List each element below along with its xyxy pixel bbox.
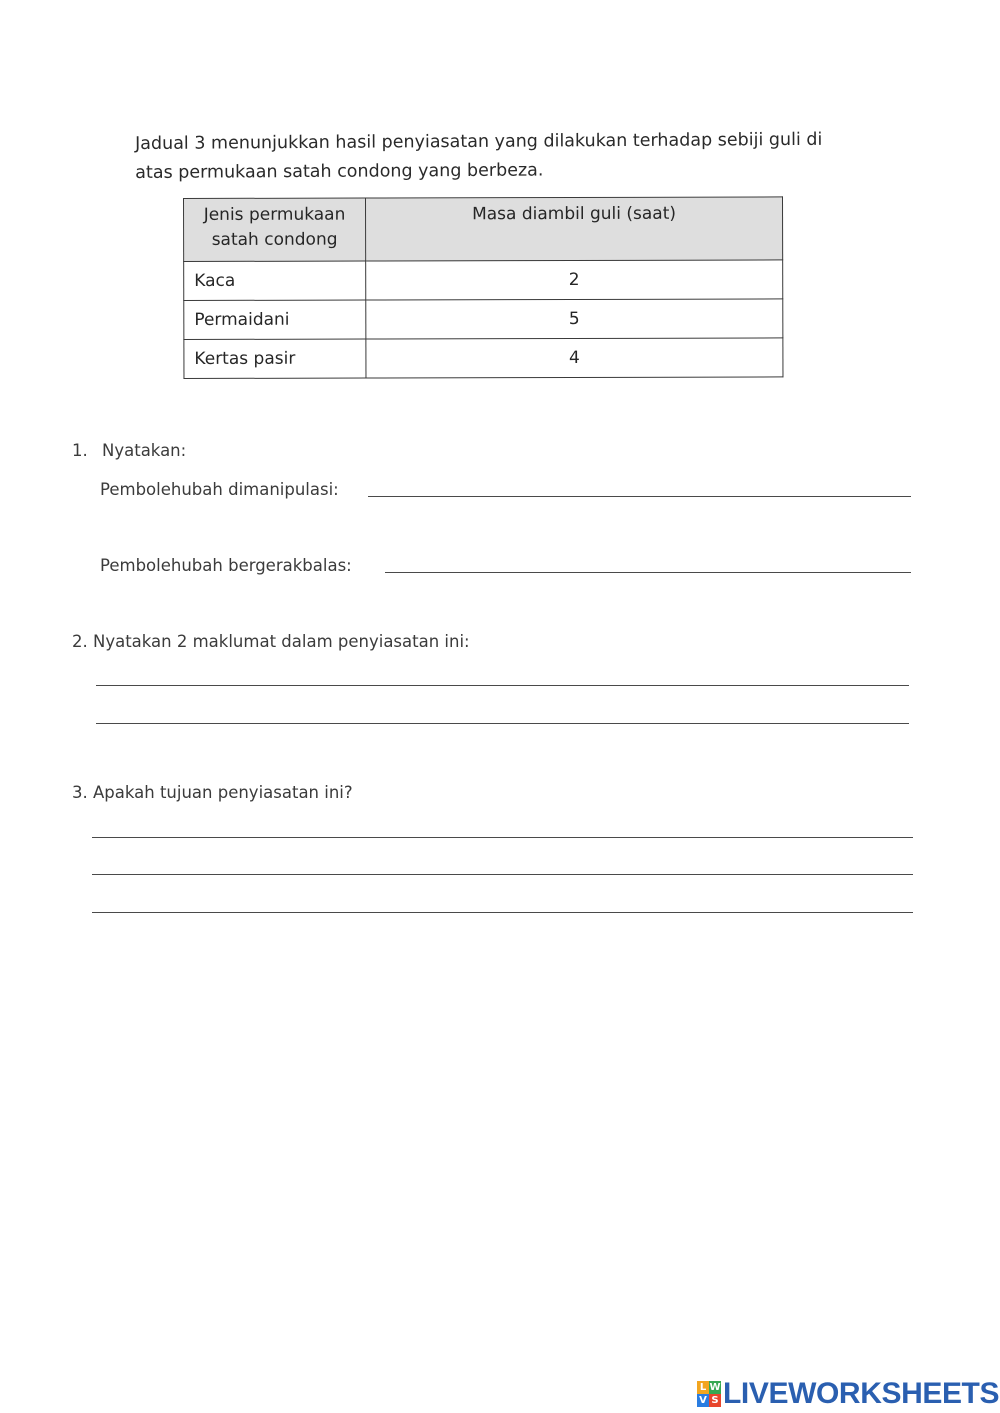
responding-variable-label: Pembolehubah bergerakbalas: [100, 556, 352, 575]
table-cell-surface: Permaidani [184, 300, 366, 339]
logo-square: V [697, 1394, 709, 1407]
header-surface-type: Jenis permukaan satah condong [184, 198, 366, 261]
table-header-row [184, 197, 783, 262]
question-3-text: 3. Apakah tujuan penyiasatan ini? [72, 783, 353, 802]
manipulated-variable-answer-line[interactable] [368, 496, 911, 497]
table-cell-time: 2 [366, 260, 783, 300]
table-cell-surface: Kertas pasir [184, 339, 366, 378]
question-3-answer-line-3[interactable] [92, 912, 913, 913]
liveworksheets-logo [697, 1377, 1000, 1410]
manipulated-variable-label: Pembolehubah dimanipulasi: [100, 480, 339, 499]
intro-line-1: Jadual 3 menunjukkan hasil penyiasatan yang dilakukan terhadap sebiji guli di [135, 129, 823, 154]
question-1-title: Nyatakan: [102, 441, 187, 460]
logo-square: S [709, 1394, 721, 1407]
results-table [183, 196, 783, 379]
table-cell-time: 5 [366, 299, 783, 339]
logo-square: W [709, 1382, 721, 1393]
question-2-answer-line-1[interactable] [96, 685, 909, 686]
question-2-answer-line-2[interactable] [96, 723, 909, 724]
question-1-number: 1. [72, 441, 88, 460]
header-time: Masa diambil guli (saat) [366, 197, 783, 261]
responding-variable-answer-line[interactable] [385, 572, 911, 573]
table-row [184, 338, 783, 379]
intro-line-2: atas permukaan satah condong yang berbeza. [135, 160, 544, 183]
table-cell-time: 4 [366, 338, 783, 378]
table-row [184, 299, 783, 340]
intro-paragraph [135, 125, 885, 188]
liveworksheets-logo-text: LIVEWORKSHEETS [723, 1377, 1000, 1410]
logo-square: L [697, 1381, 709, 1394]
question-3-answer-line-1[interactable] [92, 837, 913, 838]
table-cell-surface: Kaca [184, 261, 366, 300]
table-row [184, 260, 783, 301]
question-2-text: 2. Nyatakan 2 maklumat dalam penyiasatan ini: [72, 632, 470, 651]
question-3-answer-line-2[interactable] [92, 874, 913, 875]
liveworksheets-logo-icon [697, 1381, 721, 1407]
